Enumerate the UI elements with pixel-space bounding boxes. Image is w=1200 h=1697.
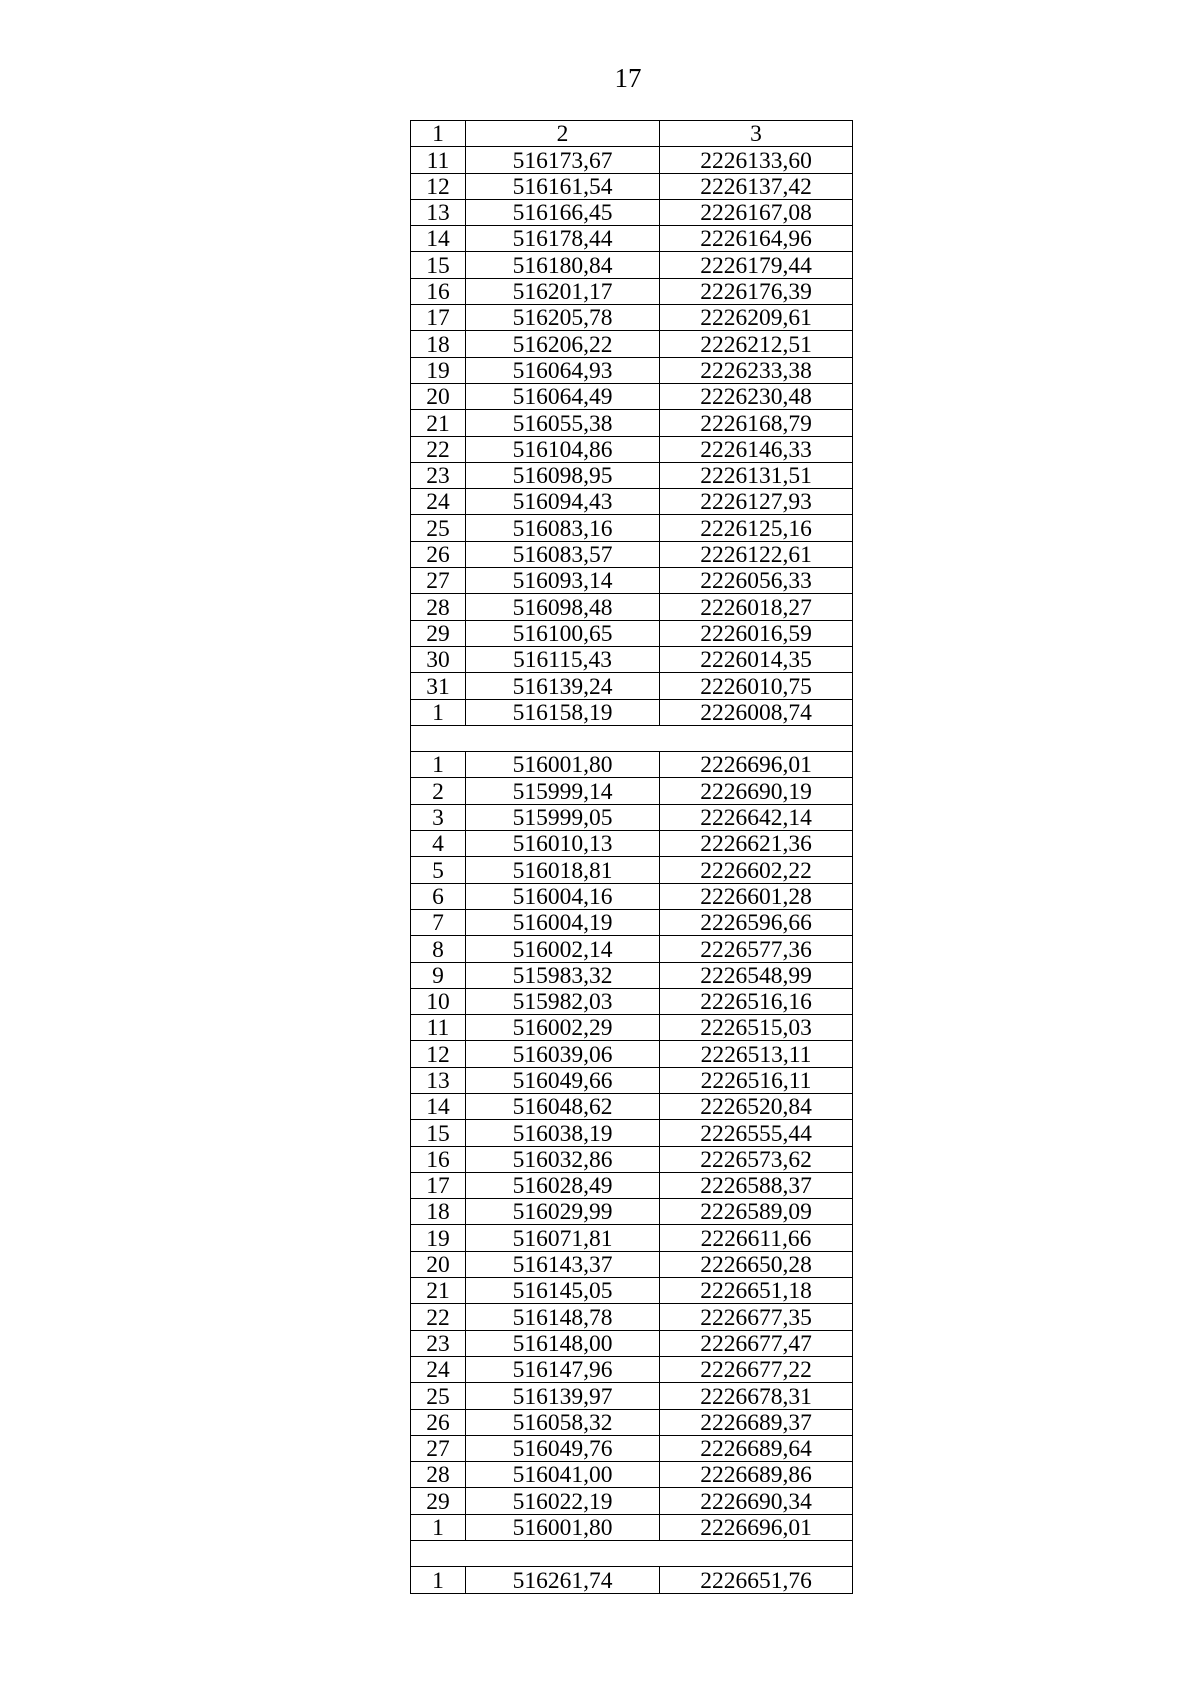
y-coordinate-cell: 2226596,66 (660, 909, 853, 935)
y-coordinate-cell: 2226621,36 (660, 831, 853, 857)
table-row (411, 1356, 853, 1382)
x-coordinate-cell: 516049,66 (466, 1067, 660, 1093)
point-number-cell: 26 (411, 541, 466, 567)
table-row (411, 1120, 853, 1146)
point-number-cell: 5 (411, 857, 466, 883)
x-coordinate-cell: 516166,45 (466, 199, 660, 225)
y-coordinate-cell: 2226146,33 (660, 436, 853, 462)
x-coordinate-cell: 516028,49 (466, 1172, 660, 1198)
x-coordinate-cell: 516148,78 (466, 1304, 660, 1330)
table-row (411, 594, 853, 620)
table-row (411, 962, 853, 988)
table-row (411, 331, 853, 357)
y-coordinate-cell: 2226233,38 (660, 357, 853, 383)
y-coordinate-cell: 2226678,31 (660, 1383, 853, 1409)
x-coordinate-cell: 516145,05 (466, 1278, 660, 1304)
x-coordinate-cell: 516055,38 (466, 410, 660, 436)
point-number-cell: 24 (411, 489, 466, 515)
point-number-cell: 25 (411, 515, 466, 541)
table-row (411, 199, 853, 225)
table-row (411, 1041, 853, 1067)
x-coordinate-cell: 516041,00 (466, 1462, 660, 1488)
y-coordinate-cell: 2226056,33 (660, 568, 853, 594)
x-coordinate-cell: 516058,32 (466, 1409, 660, 1435)
y-coordinate-cell: 2226696,01 (660, 752, 853, 778)
y-coordinate-cell: 2226179,44 (660, 252, 853, 278)
x-coordinate-cell: 516143,37 (466, 1251, 660, 1277)
table-row (411, 909, 853, 935)
table-row (411, 383, 853, 409)
table-row (411, 1251, 853, 1277)
point-number-cell: 1 (411, 1567, 466, 1593)
x-coordinate-cell: 516205,78 (466, 305, 660, 331)
table-row (411, 1304, 853, 1330)
y-coordinate-cell: 2226651,76 (660, 1567, 853, 1593)
x-coordinate-cell: 516064,93 (466, 357, 660, 383)
x-coordinate-cell: 516002,14 (466, 936, 660, 962)
coordinates-table-body (411, 121, 853, 1594)
x-coordinate-cell: 516001,80 (466, 752, 660, 778)
x-coordinate-cell: 515983,32 (466, 962, 660, 988)
point-number-cell: 26 (411, 1409, 466, 1435)
point-number-cell: 1 (411, 699, 466, 725)
y-coordinate-cell: 2226018,27 (660, 594, 853, 620)
table-row (411, 1567, 853, 1593)
point-number-cell: 30 (411, 646, 466, 672)
point-number-cell: 31 (411, 673, 466, 699)
x-coordinate-cell: 516093,14 (466, 568, 660, 594)
table-row (411, 305, 853, 331)
y-coordinate-cell: 2226176,39 (660, 278, 853, 304)
table-row (411, 541, 853, 567)
point-number-cell: 4 (411, 831, 466, 857)
x-coordinate-cell: 516083,57 (466, 541, 660, 567)
y-coordinate-cell: 2226689,37 (660, 1409, 853, 1435)
x-coordinate-cell: 516018,81 (466, 857, 660, 883)
point-number-cell: 13 (411, 199, 466, 225)
table-row (411, 1093, 853, 1119)
y-coordinate-cell: 2226014,35 (660, 646, 853, 672)
x-coordinate-cell: 516004,16 (466, 883, 660, 909)
y-coordinate-cell: 2226168,79 (660, 410, 853, 436)
x-coordinate-cell: 516104,86 (466, 436, 660, 462)
x-coordinate-cell: 516049,76 (466, 1435, 660, 1461)
separator-row (411, 1541, 853, 1567)
y-coordinate-cell: 2226125,16 (660, 515, 853, 541)
table-row (411, 620, 853, 646)
y-coordinate-cell: 2226520,84 (660, 1093, 853, 1119)
table-row (411, 568, 853, 594)
y-coordinate-cell: 2226016,59 (660, 620, 853, 646)
point-number-cell: 18 (411, 1199, 466, 1225)
table-row (411, 1067, 853, 1093)
coordinates-table (410, 120, 853, 1594)
point-number-cell: 27 (411, 1435, 466, 1461)
y-coordinate-cell: 2226677,35 (660, 1304, 853, 1330)
table-row (411, 1488, 853, 1514)
x-coordinate-cell: 516180,84 (466, 252, 660, 278)
separator-row (411, 725, 853, 751)
x-coordinate-cell: 516098,95 (466, 462, 660, 488)
y-coordinate-cell: 2226164,96 (660, 226, 853, 252)
x-coordinate-cell: 516115,43 (466, 646, 660, 672)
point-number-cell: 23 (411, 462, 466, 488)
point-number-cell: 19 (411, 357, 466, 383)
point-number-cell: 25 (411, 1383, 466, 1409)
table-row (411, 1383, 853, 1409)
y-coordinate-cell: 2226677,22 (660, 1356, 853, 1382)
point-number-cell: 23 (411, 1330, 466, 1356)
table-row (411, 173, 853, 199)
table-row (411, 1435, 853, 1461)
table-row (411, 673, 853, 699)
x-coordinate-cell: 516039,06 (466, 1041, 660, 1067)
x-coordinate-cell: 516094,43 (466, 489, 660, 515)
table-row (411, 1015, 853, 1041)
table-row (411, 489, 853, 515)
point-number-cell: 11 (411, 147, 466, 173)
point-number-cell: 20 (411, 383, 466, 409)
table-row (411, 147, 853, 173)
page-number: 17 (614, 63, 642, 93)
table-row (411, 410, 853, 436)
y-coordinate-cell: 2226677,47 (660, 1330, 853, 1356)
point-number-cell: 15 (411, 1120, 466, 1146)
x-coordinate-cell: 516032,86 (466, 1146, 660, 1172)
point-number-cell: 21 (411, 410, 466, 436)
y-coordinate-cell: 2226010,75 (660, 673, 853, 699)
x-coordinate-cell: 516148,00 (466, 1330, 660, 1356)
y-coordinate-cell: 2226651,18 (660, 1278, 853, 1304)
y-coordinate-cell: 2226642,14 (660, 804, 853, 830)
point-number-cell: 29 (411, 1488, 466, 1514)
y-coordinate-cell: 2226690,19 (660, 778, 853, 804)
y-coordinate-cell: 2226122,61 (660, 541, 853, 567)
point-number-cell: 11 (411, 1015, 466, 1041)
y-coordinate-cell: 2226689,86 (660, 1462, 853, 1488)
point-number-cell: 16 (411, 278, 466, 304)
point-number-cell: 17 (411, 305, 466, 331)
point-number-cell: 19 (411, 1225, 466, 1251)
table-row (411, 1409, 853, 1435)
x-coordinate-cell: 516029,99 (466, 1199, 660, 1225)
point-number-cell: 12 (411, 173, 466, 199)
x-coordinate-cell: 516161,54 (466, 173, 660, 199)
point-number-cell: 13 (411, 1067, 466, 1093)
table-row (411, 1172, 853, 1198)
x-coordinate-cell: 516173,67 (466, 147, 660, 173)
point-number-cell: 1 (411, 1514, 466, 1540)
point-number-cell: 22 (411, 436, 466, 462)
point-number-cell: 24 (411, 1356, 466, 1382)
point-number-cell: 22 (411, 1304, 466, 1330)
y-coordinate-cell: 2226611,66 (660, 1225, 853, 1251)
x-coordinate-cell: 516038,19 (466, 1120, 660, 1146)
x-coordinate-cell: 516139,97 (466, 1383, 660, 1409)
point-number-cell: 7 (411, 909, 466, 935)
table-row (411, 462, 853, 488)
table-row (411, 226, 853, 252)
x-coordinate-cell: 516201,17 (466, 278, 660, 304)
point-number-cell: 6 (411, 883, 466, 909)
table-row (411, 1278, 853, 1304)
point-number-cell: 29 (411, 620, 466, 646)
y-coordinate-cell: 2226588,37 (660, 1172, 853, 1198)
y-coordinate-cell: 2226133,60 (660, 147, 853, 173)
point-number-cell: 14 (411, 226, 466, 252)
x-coordinate-cell: 516158,19 (466, 699, 660, 725)
x-coordinate-cell: 516022,19 (466, 1488, 660, 1514)
x-coordinate-cell: 516098,48 (466, 594, 660, 620)
header-cell-x: 2 (466, 121, 660, 147)
x-coordinate-cell: 516261,74 (466, 1567, 660, 1593)
table-row (411, 278, 853, 304)
header-cell-y: 3 (660, 121, 853, 147)
table-row (411, 1146, 853, 1172)
table-row (411, 831, 853, 857)
x-coordinate-cell: 516064,49 (466, 383, 660, 409)
table-row (411, 1514, 853, 1540)
table-row (411, 804, 853, 830)
y-coordinate-cell: 2226516,16 (660, 988, 853, 1014)
y-coordinate-cell: 2226209,61 (660, 305, 853, 331)
point-number-cell: 17 (411, 1172, 466, 1198)
separator-cell (411, 725, 853, 751)
table-row (411, 883, 853, 909)
point-number-cell: 9 (411, 962, 466, 988)
x-coordinate-cell: 516206,22 (466, 331, 660, 357)
y-coordinate-cell: 2226131,51 (660, 462, 853, 488)
x-coordinate-cell: 515999,05 (466, 804, 660, 830)
y-coordinate-cell: 2226230,48 (660, 383, 853, 409)
table-row (411, 752, 853, 778)
x-coordinate-cell: 516178,44 (466, 226, 660, 252)
point-number-cell: 28 (411, 594, 466, 620)
y-coordinate-cell: 2226650,28 (660, 1251, 853, 1277)
table-row (411, 1225, 853, 1251)
point-number-cell: 14 (411, 1093, 466, 1119)
y-coordinate-cell: 2226137,42 (660, 173, 853, 199)
x-coordinate-cell: 516147,96 (466, 1356, 660, 1382)
point-number-cell: 12 (411, 1041, 466, 1067)
separator-cell (411, 1541, 853, 1567)
x-coordinate-cell: 516071,81 (466, 1225, 660, 1251)
point-number-cell: 28 (411, 1462, 466, 1488)
table-row (411, 252, 853, 278)
y-coordinate-cell: 2226127,93 (660, 489, 853, 515)
table-row (411, 646, 853, 672)
y-coordinate-cell: 2226690,34 (660, 1488, 853, 1514)
y-coordinate-cell: 2226513,11 (660, 1041, 853, 1067)
table-row (411, 699, 853, 725)
y-coordinate-cell: 2226167,08 (660, 199, 853, 225)
y-coordinate-cell: 2226515,03 (660, 1015, 853, 1041)
header-cell-point-number: 1 (411, 121, 466, 147)
point-number-cell: 3 (411, 804, 466, 830)
table-row (411, 1199, 853, 1225)
point-number-cell: 27 (411, 568, 466, 594)
x-coordinate-cell: 515999,14 (466, 778, 660, 804)
table-row (411, 988, 853, 1014)
table-row (411, 357, 853, 383)
table-row (411, 1462, 853, 1488)
point-number-cell: 18 (411, 331, 466, 357)
y-coordinate-cell: 2226212,51 (660, 331, 853, 357)
x-coordinate-cell: 516083,16 (466, 515, 660, 541)
point-number-cell: 10 (411, 988, 466, 1014)
point-number-cell: 1 (411, 752, 466, 778)
point-number-cell: 8 (411, 936, 466, 962)
y-coordinate-cell: 2226008,74 (660, 699, 853, 725)
y-coordinate-cell: 2226601,28 (660, 883, 853, 909)
point-number-cell: 2 (411, 778, 466, 804)
x-coordinate-cell: 516139,24 (466, 673, 660, 699)
y-coordinate-cell: 2226696,01 (660, 1514, 853, 1540)
x-coordinate-cell: 516004,19 (466, 909, 660, 935)
y-coordinate-cell: 2226573,62 (660, 1146, 853, 1172)
x-coordinate-cell: 516100,65 (466, 620, 660, 646)
y-coordinate-cell: 2226577,36 (660, 936, 853, 962)
point-number-cell: 21 (411, 1278, 466, 1304)
y-coordinate-cell: 2226689,64 (660, 1435, 853, 1461)
table-row (411, 515, 853, 541)
y-coordinate-cell: 2226516,11 (660, 1067, 853, 1093)
y-coordinate-cell: 2226548,99 (660, 962, 853, 988)
y-coordinate-cell: 2226589,09 (660, 1199, 853, 1225)
x-coordinate-cell: 516048,62 (466, 1093, 660, 1119)
table-header-row (411, 121, 853, 147)
y-coordinate-cell: 2226555,44 (660, 1120, 853, 1146)
y-coordinate-cell: 2226602,22 (660, 857, 853, 883)
x-coordinate-cell: 515982,03 (466, 988, 660, 1014)
point-number-cell: 20 (411, 1251, 466, 1277)
table-row (411, 1330, 853, 1356)
table-row (411, 778, 853, 804)
x-coordinate-cell: 516010,13 (466, 831, 660, 857)
x-coordinate-cell: 516002,29 (466, 1015, 660, 1041)
point-number-cell: 15 (411, 252, 466, 278)
x-coordinate-cell: 516001,80 (466, 1514, 660, 1540)
table-row (411, 857, 853, 883)
point-number-cell: 16 (411, 1146, 466, 1172)
table-row (411, 436, 853, 462)
table-row (411, 936, 853, 962)
